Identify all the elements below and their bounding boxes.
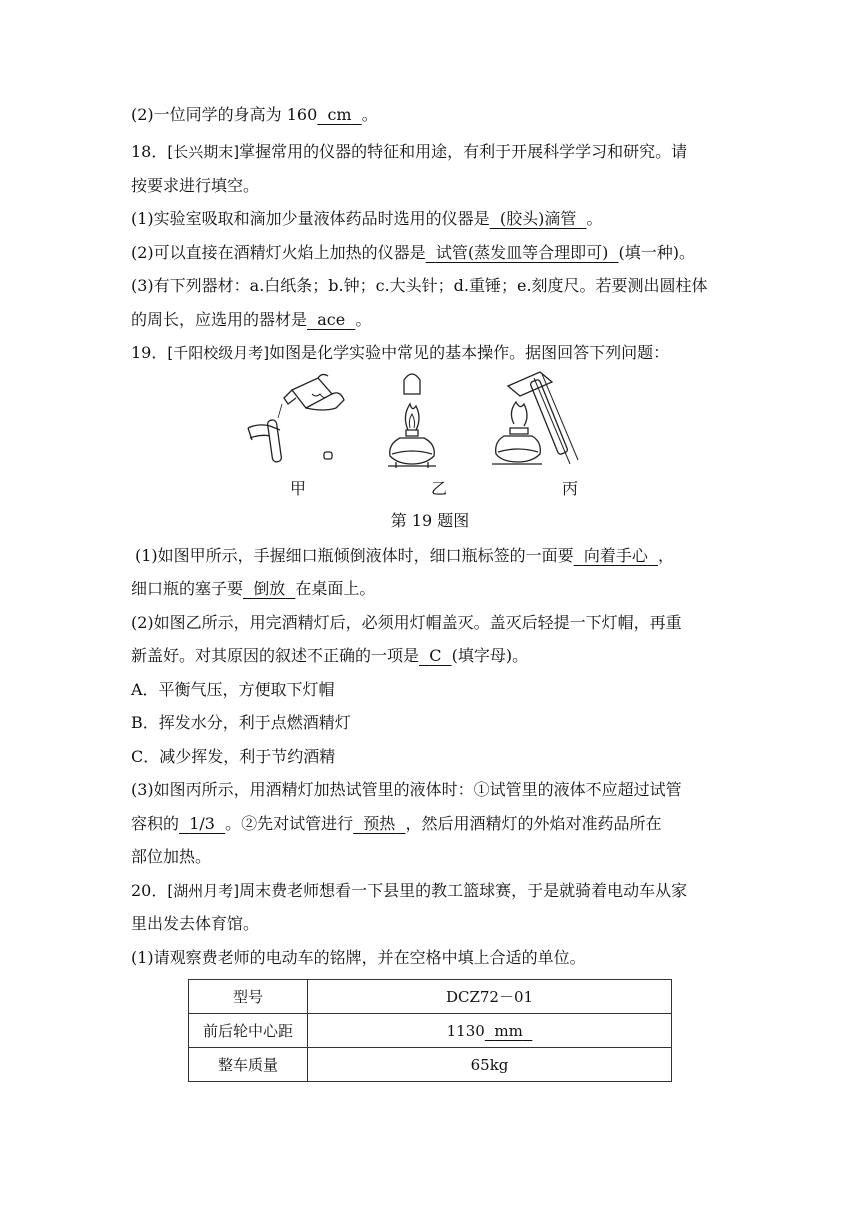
figure-label-a: 甲 [290,479,307,498]
table-cell-value: 65kg [308,1048,672,1082]
figure-label-b: 乙 [431,479,448,498]
answer-blank: cm [327,105,352,124]
lab-operations-figure [240,368,620,473]
table-cell-label: 前后轮中心距 [189,1014,308,1048]
figure-label-c: 丙 [562,479,579,498]
heating-test-tube-illustration [492,372,578,464]
answer-blank: ace [317,310,346,329]
table-row [189,1014,672,1048]
option-b: B．挥发水分，利于点燃酒精灯 [131,713,351,732]
alcohol-lamp-illustration [388,374,436,468]
option-c: C．减少挥发，利于节约酒精 [131,747,336,766]
q20-part1: (1)请观察费老师的电动车的铭牌，并在空格中填上合适的单位。 [131,948,586,967]
q18-part3-cont: 的周长，应选用的器材是 ace 。 [131,310,372,329]
nameplate-table [188,979,672,1082]
answer-blank: 向着手心 [583,546,648,565]
q18-stem-cont: 按要求进行填空。 [131,176,260,195]
q18-part1: (1)实验室吸取和滴加少量液体药品时选用的仪器是 (胶头)滴管 。 [131,209,603,228]
answer-blank: 试管(蒸发皿等合理即可) [435,243,609,262]
answer-blank: 倒放 [253,579,286,598]
question-source-tag: [长兴期末] [167,143,240,161]
answer-blank: (胶头)滴管 [499,209,577,228]
q17-part2: (2)一位同学的身高为 160 cm 。 [131,105,378,124]
q19-stem: 19．[千阳校级月考]如图是化学实验中常见的基本操作。据图回答下列问题： [131,343,670,362]
q18-part3: (3)有下列器材：a.白纸条；b.钟；c.大头针；d.重锤；e.刻度尺。若要测出圆柱体 [131,276,708,295]
answer-blank: 1/3 [189,814,215,833]
pouring-liquid-illustration [248,374,344,462]
q20-stem: 20．[湖州月考]周末费老师想看一下县里的教工篮球赛，于是就骑着电动车从家 [131,881,688,900]
figure-caption: 第 19 题图 [390,511,470,530]
q20-stem-cont: 里出发去体育馆。 [131,914,260,933]
q18-part2: (2)可以直接在酒精灯火焰上加热的仪器是 试管(蒸发皿等合理即可) (填一种)。 [131,243,696,262]
q19-part2-cont: 新盖好。对其原因的叙述不正确的一项是 C (填字母)。 [131,646,529,665]
q19-part1-cont: 细口瓶的塞子要 倒放 在桌面上。 [131,579,376,598]
table-row [189,980,672,1014]
question-source-tag: [湖州月考] [167,882,240,900]
answer-blank: 预热 [363,814,396,833]
answer-blank: C [429,646,442,665]
table-row [189,1048,672,1082]
q19-part3-end: 部位加热。 [131,847,212,866]
q19-part3-cont: 容积的 1/3 。②先对试管进行 预热 ，然后用酒精灯的外焰对准药品所在 [131,814,662,833]
table-cell-value: DCZ72－01 [308,980,672,1014]
q19-part3: (3)如图丙所示，用酒精灯加热试管里的液体时：①试管里的液体不应超过试管 [131,780,682,799]
answer-blank: mm [494,1021,523,1040]
q19-part1: (1)如图甲所示，手握细口瓶倾倒液体时，细口瓶标签的一面要 向着手心 ， [135,546,675,565]
q19-part2: (2)如图乙所示，用完酒精灯后，必须用灯帽盖灭。盖灭后轻提一下灯帽，再重 [131,613,682,632]
q18-stem: 18．[长兴期末]掌握常用的仪器的特征和用途，有利于开展科学学习和研究。请 [131,142,688,161]
table-cell-label: 整车质量 [189,1048,308,1082]
option-a: A．平衡气压，方便取下灯帽 [131,680,335,699]
question-source-tag: [千阳校级月考] [167,344,270,362]
table-cell-label: 型号 [189,980,308,1014]
table-cell-value: 1130 mm [308,1014,672,1048]
